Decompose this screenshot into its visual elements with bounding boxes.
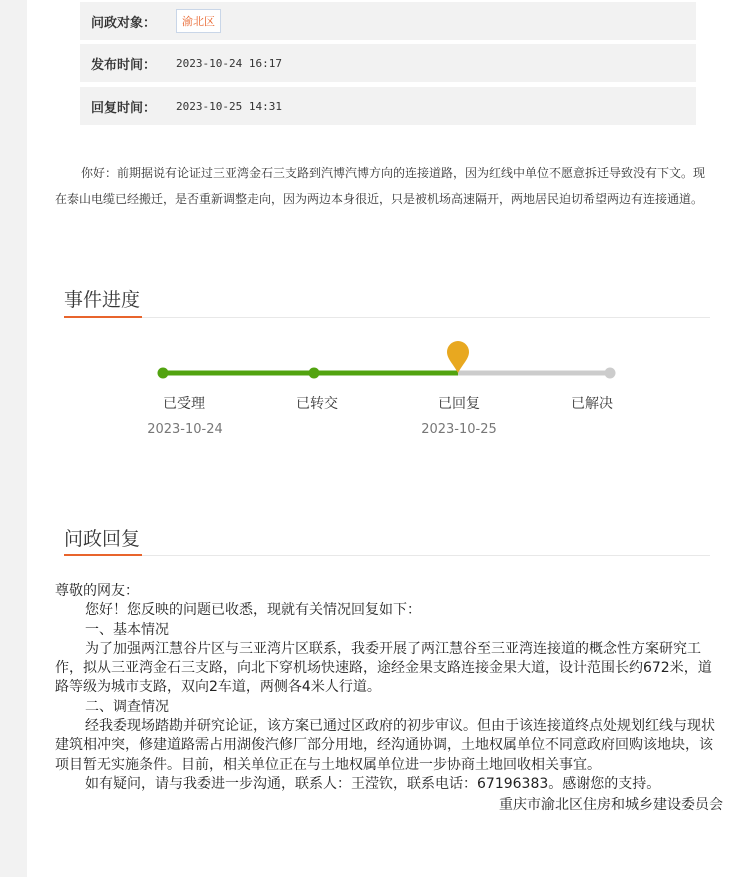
- reply-section-title: 问政回复: [64, 528, 141, 550]
- reply-signature: 重庆市渝北区住房和城乡建设委员会: [499, 797, 723, 814]
- reply-label: 回复时间：: [91, 100, 157, 116]
- step-label-resolved: 已解决: [571, 396, 613, 412]
- publish-label: 发布时间：: [91, 57, 157, 73]
- target-label: 问政对象：: [91, 15, 157, 31]
- step-label-transferred: 已转交: [296, 396, 338, 412]
- left-margin-bar: [0, 0, 27, 877]
- reply-divider: [142, 555, 710, 556]
- progress-divider: [142, 317, 710, 318]
- progress-title-underline: [64, 316, 142, 318]
- progress-track: [0, 330, 750, 390]
- step-date-accepted: 2023-10-24: [147, 422, 223, 437]
- progress-node-4: [605, 368, 616, 379]
- step-label-replied: 已回复: [438, 396, 480, 412]
- info-row-target: [80, 2, 696, 40]
- publish-time: 2023-10-24 16:17: [176, 56, 282, 70]
- reply-time: 2023-10-25 14:31: [176, 99, 282, 113]
- reply-title-underline: [64, 554, 142, 556]
- progress-title: 事件进度: [64, 289, 141, 311]
- reply-paragraph-2: 为了加强两江慧谷片区与三亚湾片区联系，我委开展了两江慧谷至三亚湾连接道的概念性方案研究工作，拟从三亚湾金石三支路，向北下穿机场快速路，途经金果支路连接金果大道，设计范围长约672米，道路等级为城市支路，双向2车道，两侧各4米人行道。: [55, 640, 712, 696]
- info-row-publish: [80, 44, 696, 82]
- progress-node-2: [309, 368, 320, 379]
- reply-paragraph-3: 经我委现场踏勘并研究论证，该方案已通过区政府的初步审议。但由于该连接道终点处规划红线与现状建筑相冲突，修建道路需占用湖俊汽修厂部分用地，经沟通协调，土地权属单位不同意政府回购该地块，该项目暂无实施条件。目前，相关单位正在与土地权属单位进一步协商土地回收相关事宜。: [55, 718, 715, 773]
- progress-node-1: [158, 368, 169, 379]
- question-text: 你好：前期据说有论证过三亚湾金石三支路到汽博汽博方向的连接道路，因为红线中单位不愿意拆迁导致没有下文。现在泰山电缆已经搬迁，是否重新调整走向，因为两边本身很近，只是被机场高速隔开，两地居民迫切希望两边有连接通道。: [55, 166, 706, 206]
- step-label-accepted: 已受理: [163, 396, 205, 412]
- current-step-marker-icon: [447, 341, 469, 373]
- reply-body: [55, 582, 723, 816]
- reply-paragraph-1: 您好！您反映的问题已收悉，现就有关情况回复如下：: [85, 602, 421, 619]
- reply-heading-1: 一、基本情况: [85, 621, 169, 638]
- reply-paragraph-4: 如有疑问，请与我委进一步沟通，联系人：王滢钦，联系电话：67196383。感谢您的支持。: [85, 775, 661, 792]
- info-row-reply: [80, 87, 696, 125]
- reply-heading-2: 二、调查情况: [85, 698, 169, 715]
- step-date-replied: 2023-10-25: [421, 422, 497, 437]
- target-tag[interactable]: 渝北区: [176, 9, 221, 33]
- reply-greeting: 尊敬的网友：: [55, 583, 139, 599]
